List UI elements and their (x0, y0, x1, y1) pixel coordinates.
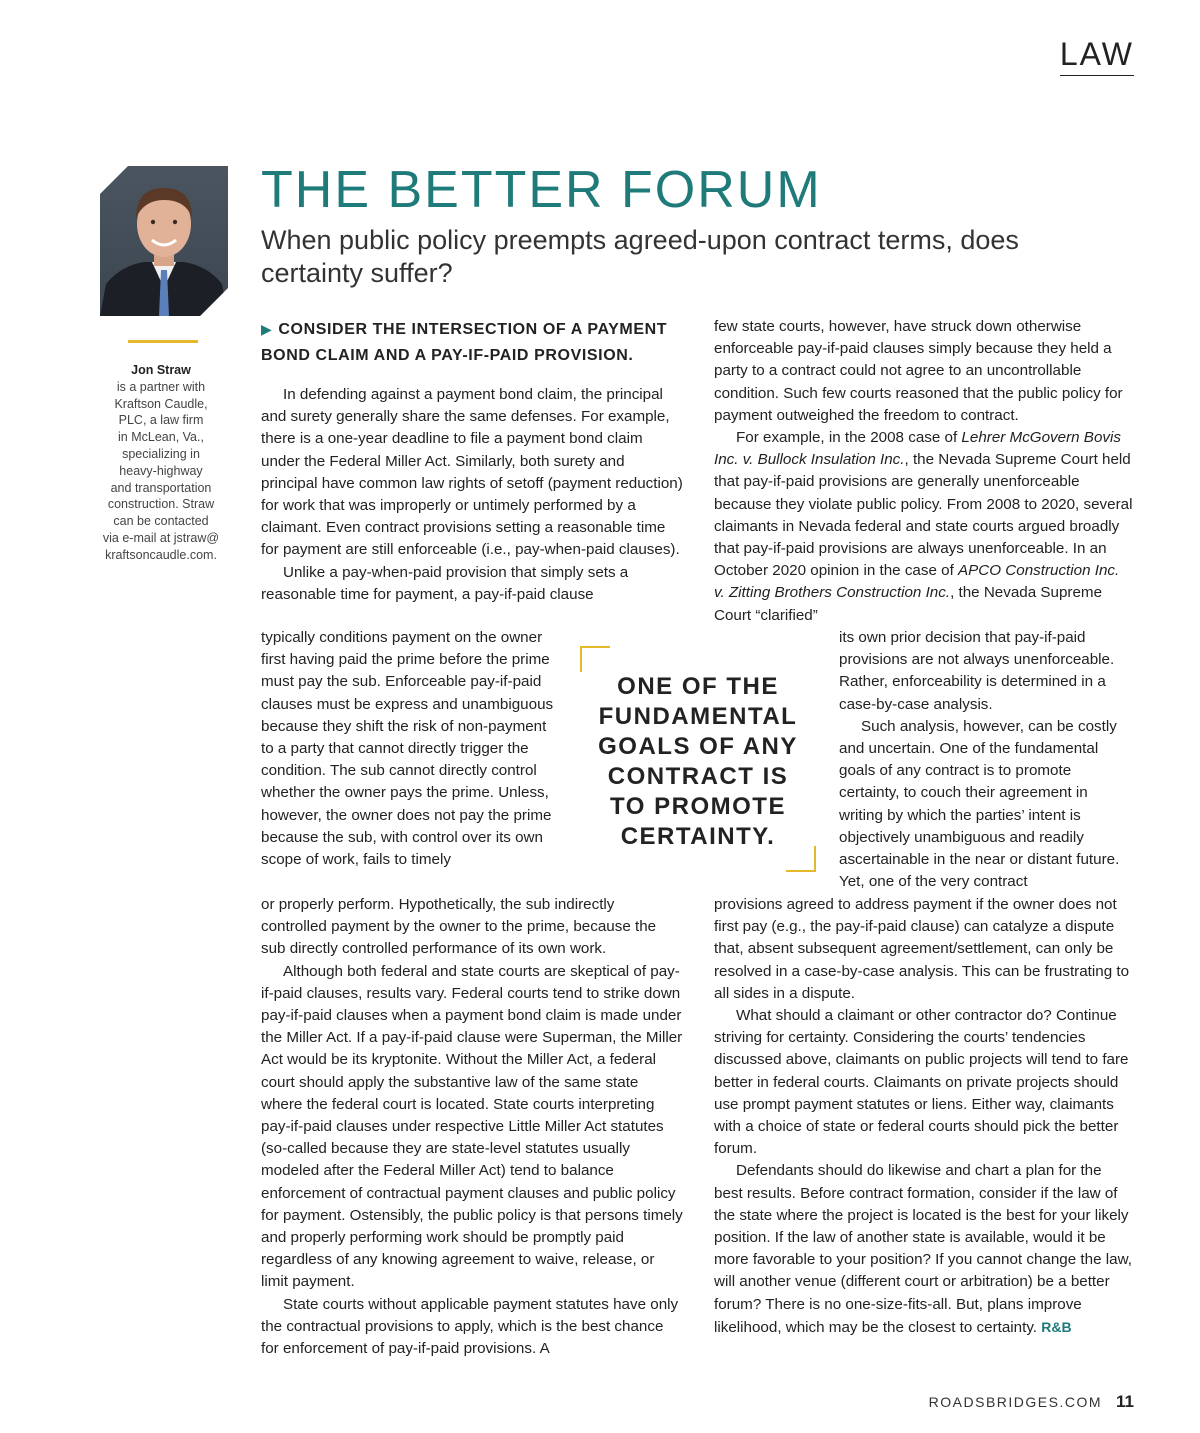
case-name: Lehrer McGovern Bovis Inc. v. Bullock Insulation Inc. (714, 429, 1121, 469)
kicker-line-2: BOND CLAIM AND A PAY-IF-PAID PROVISION. (261, 347, 634, 364)
bio-line: specializing in (122, 446, 200, 461)
paragraph: typically conditions payment on the owner first having paid the prime before the prime must pay the sub. Enforceable pay-if-paid clauses must be express and unambiguous because they shift the risk of non-payment to a party that cannot directly trigger the condition. The sub cannot directly control whether the owner pays the prime. Unless, however, the owner does not pay the prime because the sub, with control over its own scope of work, fails to timely (261, 629, 554, 869)
paragraph: Although both federal and state courts are skeptical of pay-if-paid clauses, results vary. Federal courts tend to strike down pay-if-paid clauses when a payment bond claim is made under the Miller Act. If a pay-if-paid clause were Superman, the Miller Act would be its kryptonite. Without the Miller Act, a federal court should apply the substantive law of the same state where the federal court is located. State courts interpreting pay-if-paid clauses under respective Little Miller Act statutes (so-called because they are state-level statutes usually modeled after the Federal Miller Act) tend to balance enforcement of contractual payment clauses and public policy for payment. Ostensibly, the public policy is that persons timely and properly performing work should be promptly paid regardless of any knowing agreement to waive, release, or limit payment. (261, 962, 683, 1291)
text-run: For example, in the 2008 case of (736, 429, 962, 447)
bio-line: Kraftson Caudle, (114, 396, 208, 411)
author-bio (96, 362, 226, 564)
footer-site: ROADSBRIDGES.COM (928, 1394, 1103, 1410)
text-run: , the Nevada Supreme Court held that pay-if-paid provisions are generally unenforceable because they violate public policy. From 2008 to 2020, several claimants in Nevada federal and state courts argued broadly that pay-if-paid provisions are always unenforceable. In an October 2020 opinion in the case of (714, 451, 1133, 580)
bio-line: and transportation (110, 480, 212, 495)
bio-line: via e-mail at jstraw@ (102, 530, 220, 545)
paragraph (714, 1160, 1134, 1339)
article-subtitle: When public policy preempts agreed-upon contract terms, does certainty suffer? (261, 225, 1019, 288)
bracket-bottom-right (786, 846, 816, 872)
paragraph: What should a claimant or other contractor do? Continue striving for certainty. Considering the courts’ tendencies discussed above, claimants on public projects will tend to fare better in federal courts. Claimants on private projects should use prompt payment statutes or liens. Either way, claimants with a choice of state or federal courts should pick the better forum. (714, 1007, 1129, 1158)
text-run: , the Nevada Supreme Court “clarified” (714, 584, 1103, 624)
column-1-top (261, 384, 683, 606)
pull-quote-line: FUNDAMENTAL (598, 703, 798, 730)
text-run: Defendants should do likewise and chart a plan for the best results. Before contract formation, consider if the law of the state where the project is located is the best for your likely position. If the law of another state is available, would it be more favorable to your position? If you cannot change the law, will another venue (different court or arbitration) be a better forum? There is no one-size-fits-all. But, plans improve likelihood, which may be the closest to certainty. (714, 1162, 1132, 1336)
pull-quote-line: CONTRACT IS (607, 763, 789, 790)
page-number: 11 (1116, 1392, 1134, 1411)
paragraph: its own prior decision that pay-if-paid provisions are not always unenforceable. Rather, enforceability is determined in a case-by-case analysis. (839, 629, 1115, 713)
paragraph (714, 427, 1134, 627)
paragraph: Such analysis, however, can be costly and uncertain. One of the fundamental goals of any contract is to promote certainty, to couch their agreement in writing by which the parties’ intent is objectively unambiguous and readily ascertainable in the near or distant future. Yet, one of the very contract (839, 717, 1120, 891)
column-1-bottom (261, 894, 683, 1360)
author-photo (100, 166, 228, 316)
kicker-line-1: CONSIDER THE INTERSECTION OF A PAYMENT (278, 321, 668, 338)
column-2-wrap (839, 627, 1134, 893)
case-name: APCO Construction Inc. v. Zitting Brothers Construction Inc. (714, 562, 1120, 602)
section-label: LAW (1060, 36, 1134, 76)
end-mark: R&B (1041, 1318, 1072, 1335)
paragraph: provisions agreed to address payment if the owner does not first pay (e.g., the pay-if-paid clause) can catalyze a dispute that, absent subsequent agreement/settlement, can only be resolved in a case-by-case analysis. This can be frustrating to all sides in a dispute. (714, 896, 1130, 1002)
bio-line: kraftsoncaudle.com. (105, 547, 217, 562)
paragraph: State courts without applicable payment statutes have only the contractual provisions to apply, which is the best chance for enforcement of pay-if-paid provisions. A (261, 1295, 679, 1358)
page-footer (929, 1392, 1134, 1412)
bio-line: heavy-highway (119, 463, 203, 478)
gold-rule (128, 340, 198, 343)
bio-line: in McLean, Va., (118, 430, 204, 445)
bracket-top-left (580, 646, 610, 672)
article-kicker (261, 316, 691, 369)
pull-quote-line: CERTAINTY. (620, 823, 776, 850)
bio-line: is a partner with (116, 379, 206, 394)
article-title: THE BETTER FORUM (261, 161, 822, 219)
triangle-bullet-icon: ▶ (261, 321, 273, 337)
pull-quote-line: ONE OF THE (617, 673, 779, 700)
column-2-bottom (714, 894, 1134, 1339)
paragraph: few state courts, however, have struck down otherwise enforceable pay-if-paid clauses simply because they held a party to a contract could not agree to an uncontrollable condition. Such few courts reasoned that the public policy for payment outweighed the freedom to contract. (714, 318, 1123, 424)
pull-quote-text (580, 672, 816, 852)
column-1-wrap (261, 627, 561, 871)
author-portrait-image (100, 166, 228, 316)
author-name: Jon Straw (131, 363, 191, 377)
bio-line: construction. Straw (107, 497, 215, 512)
pull-quote (580, 646, 816, 872)
paragraph: Unlike a pay-when-paid provision that simply sets a reasonable time for payment, a pay-if-paid clause (261, 563, 629, 603)
pull-quote-line: GOALS OF ANY (598, 733, 798, 760)
paragraph: or properly perform. Hypothetically, the sub indirectly controlled payment by the owner to the prime, because the sub directly controlled performance of its own work. (261, 896, 657, 958)
pull-quote-line: TO PROMOTE (610, 793, 786, 820)
paragraph: In defending against a payment bond claim, the principal and surety generally share the same defenses. For example, there is a one-year deadline to file a payment bond claim under the Federal Miller Act. Similarly, both surety and principal have common law rights of setoff (payment reduction) for work that was improperly or untimely performed by a claimant. Even contract provisions setting a reasonable time for payment are still enforceable (i.e., pay-when-paid clauses). (261, 386, 683, 559)
column-2-top (714, 316, 1134, 627)
bio-line: can be contacted (113, 514, 209, 529)
bio-line: PLC, a law firm (118, 413, 204, 428)
